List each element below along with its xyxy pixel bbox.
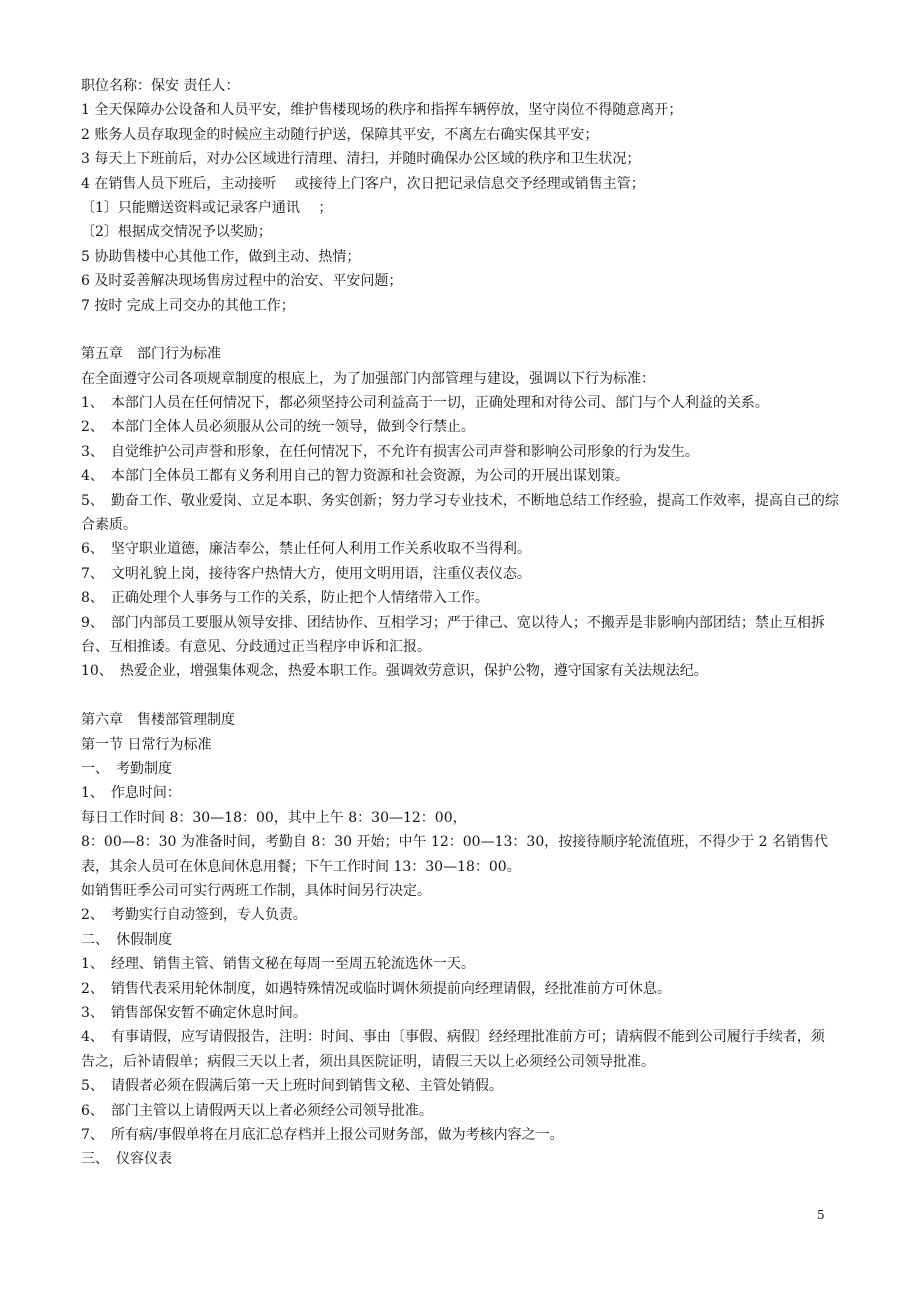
standard-item: 1、 本部门人员在任何情况下，都必须坚持公司利益高于一切，正确处理和对待公司、部门与个人利益的关系。 <box>81 395 769 412</box>
section-title: 第一节 日常行为标准 <box>81 736 212 753</box>
standard-item: 5、 勤奋工作、敬业爱岗、立足本职、务实创新；努力学习专业技术，不断地总结工作经验，提高工作效率，提高自己的综合素质。 <box>81 492 839 534</box>
standard-item: 6、 坚守职业道德，廉洁奉公，禁止任何人利用工作关系收取不当得利。 <box>81 541 531 558</box>
spacer <box>81 318 839 342</box>
leave-item: 2、 销售代表采用轮休制度，如遇特殊情况或临时调休须提前向经理请假，经批准前方可休息。 <box>81 980 671 997</box>
duty-item: 1 全天保障办公设备和人员平安，维护售楼现场的秩序和指挥车辆停放，坚守岗位不得随意离开； <box>81 102 683 119</box>
attendance-text: 如销售旺季公司可实行两班工作制，具体时间另行决定。 <box>81 883 431 899</box>
attendance-subheading: 2、 考勤实行自动签到，专人负责。 <box>81 907 307 924</box>
attendance-text: 8：00—8：30 为准备时间，考勤自 8：30 开始；中午 12：00—13：30，按接待顺序轮流值班，不得少于 2 名销售代表，其余人员可在休息间休息用餐；下午工作时间 13：30—18：00。 <box>81 834 829 875</box>
leave-item: 7、 所有病/事假单将在月底汇总存档并上报公司财务部，做为考核内容之一。 <box>81 1126 564 1143</box>
job-title-line: 职位名称：保安 责任人： <box>81 78 240 94</box>
leave-item: 1、 经理、销售主管、销售文秘在每周一至周五轮流选休一天。 <box>81 956 475 973</box>
chapter-intro: 在全面遵守公司各项规章制度的根底上，为了加强部门内部管理与建设，强调以下行为标准： <box>81 370 655 387</box>
leave-item: 4、 有事请假，应写请假报告，注明：时间、事由〔事假、病假〕经经理批准前方可；请病假不能到公司履行手续者，须 告之，后补请假单；病假三天以上者，须出具医院证明，请假三天以上必须经公司领导批准。 <box>81 1029 853 1070</box>
duty-subitem: 〔1〕只能赠送资料或记录客户通讯 ； <box>81 199 333 216</box>
standard-item: 7、 文明礼貌上岗，接待客户热情大方，使用文明用语，注重仪表仪态。 <box>81 565 531 582</box>
chapter-title: 第六章 售楼部管理制度 <box>81 712 235 729</box>
leave-item: 3、 销售部保安暂不确定休息时间。 <box>81 1004 307 1021</box>
standard-item: 3、 自觉维护公司声誉和形象，在任何情况下，不允许有损害公司声誉和影响公司形象的行为发生。 <box>81 443 699 460</box>
attendance-heading: 一、 考勤制度 <box>81 761 172 778</box>
duty-item: 5 协助售楼中心其他工作，做到主动、热情； <box>81 248 361 265</box>
standard-item: 9、 部门内部员工要服从领导安排、团结协作、互相学习；严于律己、宽以待人；不搬弄是非影响内部团结；禁止互相拆台、互相推诿。有意见、分歧通过正当程序申诉和汇报。 <box>81 614 825 656</box>
standard-item: 10、 热爱企业，增强集体观念，热爱本职工作。强调效劳意识，保护公物，遵守国家有关法规法纪。 <box>81 663 708 680</box>
standard-item: 8、 正确处理个人事务与工作的关系，防止把个人情绪带入工作。 <box>81 590 489 607</box>
spacer <box>81 684 839 708</box>
appearance-heading: 三、 仪容仪表 <box>81 1151 172 1168</box>
duty-item: 4 在销售人员下班后，主动接听 或接待上门客户，次日把记录信息交予经理或销售主管； <box>81 175 645 192</box>
attendance-text: 每日工作时间 8：30—18：00，其中上午 8：30—12：00， <box>81 809 467 826</box>
duty-item: 6 及时妥善解决现场售房过程中的治安、平安问题； <box>81 273 403 290</box>
duty-item: 7 按时 完成上司交办的其他工作； <box>81 297 295 314</box>
document-page <box>81 74 853 1172</box>
chapter-title: 第五章 部门行为标准 <box>81 346 221 363</box>
leave-heading: 二、 休假制度 <box>81 931 172 948</box>
duty-item: 2 账务人员存取现金的时候应主动随行护送，保障其平安，不离左右确实保其平安； <box>81 126 599 143</box>
leave-item: 5、 请假者必须在假满后第一天上班时间到销售文秘、主管处销假。 <box>81 1078 503 1095</box>
attendance-subheading: 1、 作息时间： <box>81 785 181 802</box>
standard-item: 2、 本部门全体人员必须服从公司的统一领导，做到令行禁止。 <box>81 419 475 436</box>
leave-item: 6、 部门主管以上请假两天以上者必须经公司领导批准。 <box>81 1102 433 1119</box>
duty-item: 3 每天上下班前后，对办公区域进行清理、清扫，并随时确保办公区域的秩序和卫生状况； <box>81 151 641 168</box>
page-number: 5 <box>817 1208 825 1222</box>
duty-subitem: 〔2〕根据成交情况予以奖励； <box>81 224 272 241</box>
standard-item: 4、 本部门全体员工都有义务利用自己的智力资源和社会资源，为公司的开展出谋划策。 <box>81 468 629 485</box>
